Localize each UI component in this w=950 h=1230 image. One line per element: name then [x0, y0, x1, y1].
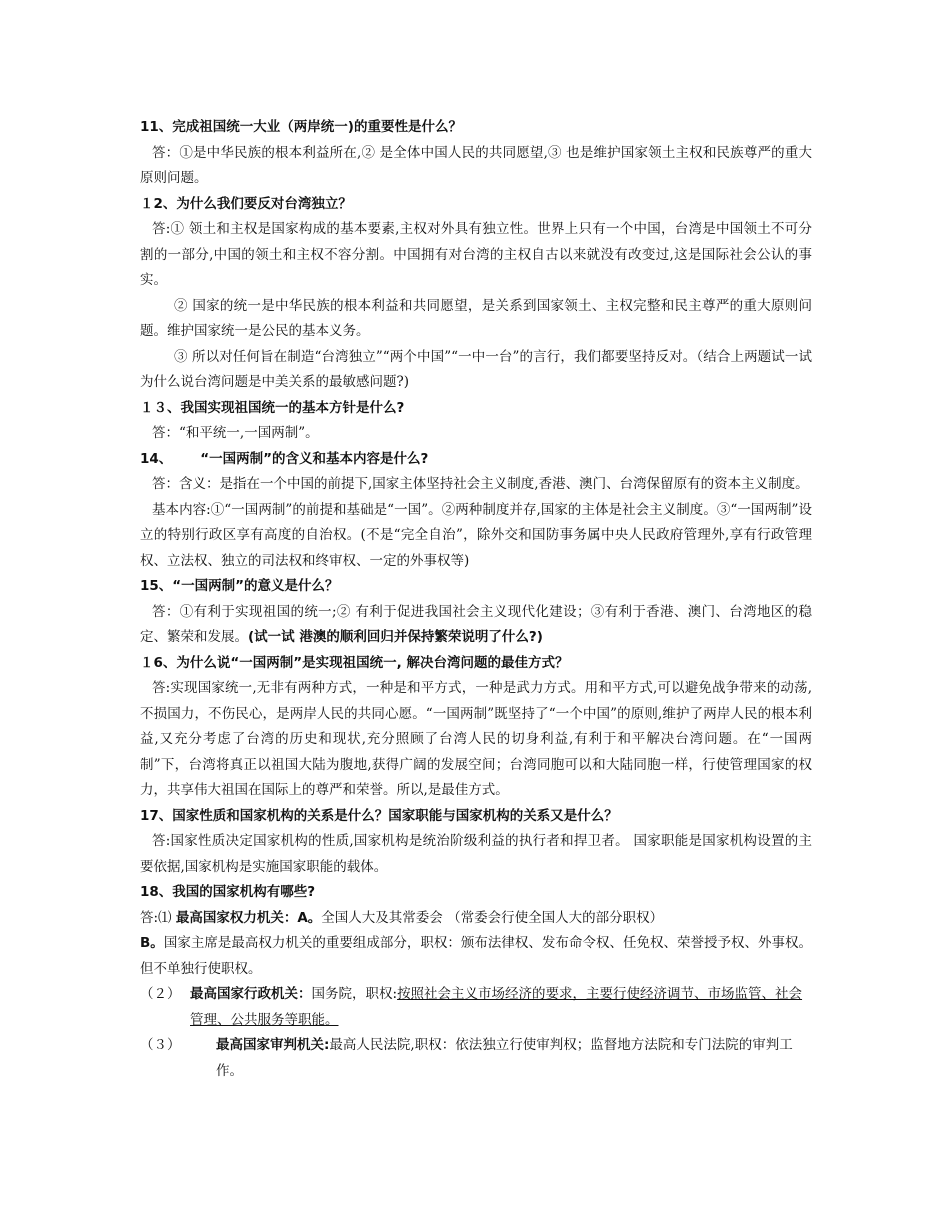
- question-15-answer-text: 答：①有利于实现祖国的统一;② 有利于促进我国社会主义现代化建设；③有利于香港、澳门、台湾地区的稳定、繁荣和发展。: [140, 603, 812, 645]
- question-15-heading: 15、“一国两制”的意义是什么？: [140, 578, 339, 594]
- question-17-answer: 答:国家性质决定国家机构的性质,国家机构是统治阶级利益的执行者和捍卫者。 国家职能是国家机构设置的主要依据,国家机构是实施国家职能的载体。: [140, 833, 812, 875]
- question-18-heading: 18、我国的国家机构有哪些?: [140, 884, 316, 900]
- question-15-answer: [140, 600, 812, 651]
- question-18-item-2-body: [168, 982, 812, 1033]
- document-body: [140, 115, 830, 1084]
- question-18-item-3-text: 最高人民法院,职权：依法独立行使审判权；监督地方法院和专门法院的审判工作。: [216, 1037, 793, 1079]
- question-18-item-2-text: 国务院，职权:: [311, 986, 398, 1002]
- question-18-item-2-label: 最高国家行政机关：: [190, 986, 312, 1002]
- question-18-item-1b: [140, 931, 812, 982]
- question-12-heading: １2、为什么我们要反对台湾独立？: [140, 195, 352, 212]
- question-12-answer-3: ③ 所以对任何旨在制造“台湾独立”“两个中国”“一中一台”的言行，我们都要坚持反对。（结合上两题试一试 为什么说台湾问题是中美关系的最敏感问题?): [140, 348, 830, 390]
- question-16-heading: １6、为什么说“一国两制”是实现祖国统一, 解决台湾问题的最佳方式？: [140, 654, 569, 671]
- question-18-item-3-mark: （３）: [140, 1037, 181, 1053]
- question-14-number: 14、: [140, 450, 173, 467]
- question-18-item-1-label: 最高国家权力机关：A。: [175, 909, 322, 926]
- question-14-title: “一国两制”的含义和基本内容是什么?: [200, 450, 429, 467]
- question-18-item-2-underlined: 按照社会主义市场经济的要求，主要行使经济调节、市场监管、社会管理、公共服务等职能。: [190, 986, 803, 1028]
- question-11-answer: 答：①是中华民族的根本利益所在,② 是全体中国人民的共同愿望,③ 也是维护国家领土主权和民族尊严的重大原则问题。: [140, 144, 812, 186]
- question-18-item-3: [140, 1033, 812, 1084]
- question-13-heading: １３、我国实现祖国统一的基本方针是什么?: [140, 399, 405, 416]
- question-18-item-1b-label: B。: [140, 935, 164, 951]
- question-18-item-1-prefix: 答:⑴: [140, 909, 176, 926]
- question-11-heading: 11、完成祖国统一大业（两岸统一)的重要性是什么？: [140, 119, 462, 135]
- question-18-item-2-mark: （２）: [140, 986, 181, 1002]
- question-16-answer: 答:实现国家统一,无非有两种方式，一种是和平方式，一种是武力方式。用和平方式,可以避免战争带来的动荡,不损国力，不伤民心，是两岸人民的共同心愿。“一国两制”既坚持了“一个中国”的原则,维护了两岸人民的根本利益,又充分考虑了台湾的历史和现状,充分照顾了台湾人民的切身利益,有利于和平解决台湾问题。在“一国两制”下，台湾将真正以祖国大陆为腹地,获得广阔的发展空间；台湾同胞可以和大陆同胞一样，行使管理国家的权力，共享伟大祖国在国际上的尊严和荣誉。所以,是最佳方式。: [140, 680, 812, 798]
- question-18-item-3-label: 最高国家审判机关:: [216, 1037, 330, 1053]
- question-14-answer-1: 答：含义：是指在一个中国的前提下,国家主体坚持社会主义制度,香港、澳门、台湾保留原有的资本主义制度。: [152, 476, 809, 492]
- question-14-heading: [140, 447, 812, 473]
- question-18-item-1-text: 全国人大及其常委会 （常委会行使全国人大的部分职权）: [321, 909, 664, 926]
- question-15-try-note: (试一试 港澳的顺利回归并保持繁荣说明了什么?): [248, 629, 543, 645]
- question-18-item-3-body: [168, 1033, 812, 1084]
- question-18-item-1b-text: 国家主席是最高权力机关的重要组成部分，职权：颁布法律权、发布命令权、任免权、荣誉授予权、外事权。但不单独行使职权。: [140, 935, 813, 977]
- question-17-heading: 17、国家性质和国家机构的关系是什么？国家职能与国家机构的关系又是什么？: [140, 807, 618, 824]
- question-12-answer-1: 答:① 领土和主权是国家构成的基本要素,主权对外具有独立性。世界上只有一个中国，台湾是中国领土不可分割的一部分,中国的领土和主权不容分割。中国拥有对台湾的主权自古以来就没有改变过,这是国际社会公认的事实。: [140, 221, 812, 288]
- question-18-item-2: [140, 982, 812, 1033]
- question-18-item-1: [140, 906, 812, 932]
- question-12-answer-2: ② 国家的统一是中华民族的根本利益和共同愿望，是关系到国家领土、主权完整和民主尊严的重大原则问题。维护国家统一是公民的基本义务。: [140, 297, 812, 339]
- question-14-answer-2: 基本内容:①“一国两制”的前提和基础是“一国”。②两种制度并存,国家的主体是社会主义制度。③“一国两制”设立的特别行政区享有高度的自治权。(不是“完全自治”，除外交和国防事务属中央人民政府管理外,享有行政管理权、立法权、独立的司法权和终审权、一定的外事权等): [140, 501, 812, 569]
- question-13-answer: 答：“和平统一,一国两制”。: [152, 425, 319, 441]
